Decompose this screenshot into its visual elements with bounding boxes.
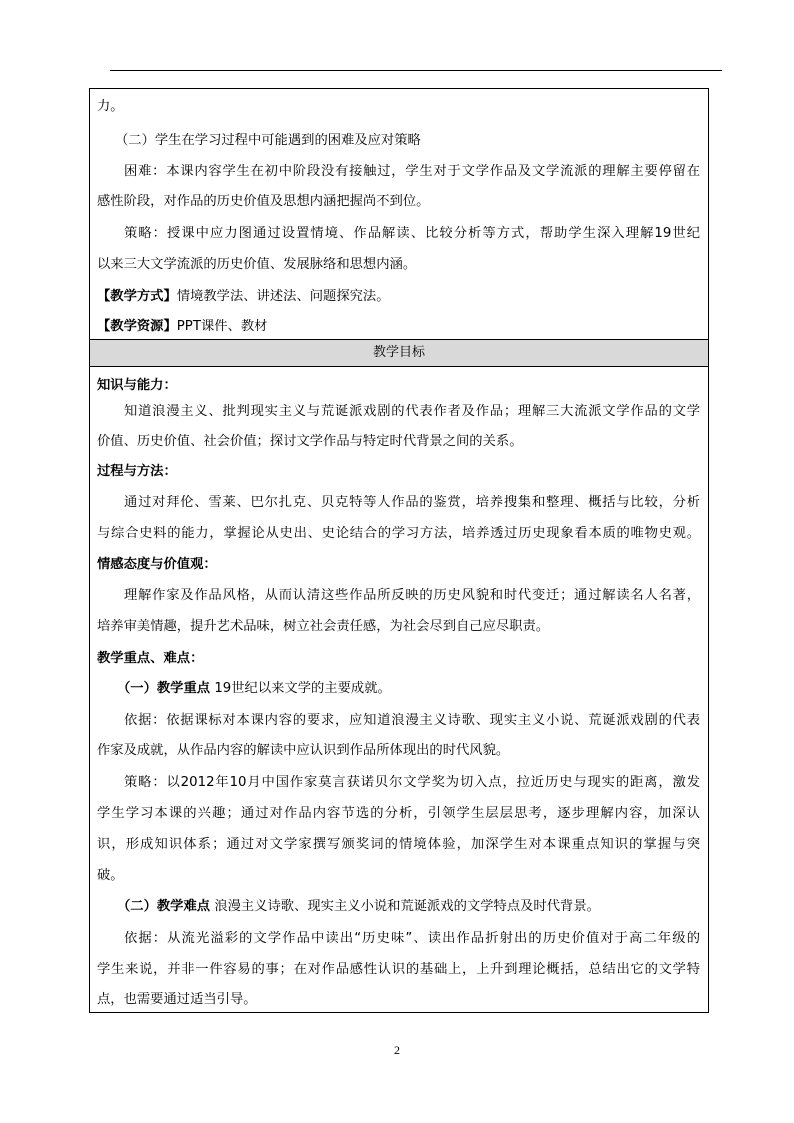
resource-value: PPT课件、教材	[176, 319, 268, 334]
emotion-text: 培养审美情趣，提升艺术品味，树立社会责任感，为社会尽到自己应尽职责。	[97, 619, 550, 634]
continuation-text: 力。	[97, 99, 124, 114]
teaching-method	[97, 285, 700, 304]
key-point-basis: 依据：依据课标对本课内容的要求，应知道浪漫主义诗歌、现实主义小说、荒诞派戏剧的代表	[124, 713, 700, 728]
analysis-cell	[90, 89, 708, 339]
process-heading: 过程与方法：	[97, 464, 177, 479]
difficulty-text: 感性阶段，对作品的历史价值及思想内涵把握尚不到位。	[97, 194, 430, 209]
page-number: 2	[394, 1043, 400, 1057]
difficult-point-label: （二）教学难点	[117, 899, 211, 914]
strategy-text: 以来三大文学流派的历史价值、发展脉络和思想内涵。	[97, 257, 417, 272]
key-point	[117, 677, 700, 696]
difficulty-text: 困难：本课内容学生在初中阶段没有接触过，学生对于文学作品及文学流派的理解主要停留在	[124, 164, 700, 179]
process-text: 与综合史料的能力，掌握论从史出、史论结合的学习方法，培养透过历史现象看本质的唯物史观。	[97, 526, 700, 541]
knowledge-text: 知道浪漫主义、批判现实主义与荒诞派戏剧的代表作者及作品；理解三大流派文学作品的文学	[124, 404, 700, 419]
teaching-resources	[97, 315, 700, 334]
lesson-plan-table	[89, 88, 709, 1013]
key-point-strategy: 学生学习本课的兴趣；通过对作品内容节选的分析，引领学生层层思考，逐步理解内容，加深认	[97, 806, 700, 821]
emotion-text: 理解作家及作品风格，从而认清这些作品所反映的历史风貌和时代变迁；通过解读名人名著，	[124, 588, 700, 603]
emotion-heading: 情感态度与价值观：	[97, 557, 217, 572]
difficult-point-basis: 依据：从流光溢彩的文学作品中读出“历史味”、读出作品折射出的历史价值对于高二年级的	[124, 931, 700, 946]
header-rule	[110, 70, 722, 71]
key-point-strategy: 识，形成知识体系；通过对文学家撰写颁奖词的情境体验，加深学生对本课重点知识的掌握与突	[97, 837, 700, 852]
goals-header-band: 教学目标	[90, 339, 708, 367]
difficulty-heading: （二）学生在学习过程中可能遇到的困难及应对策略	[115, 133, 421, 148]
difficult-point-basis: 点，也需要通过适当引导。	[97, 992, 257, 1007]
method-value: 情境教学法、讲述法、问题探究法。	[176, 289, 390, 304]
key-point-strategy: 破。	[97, 868, 124, 883]
knowledge-heading: 知识与能力：	[97, 378, 177, 393]
method-label: 【教学方式】	[97, 289, 177, 304]
key-point-strategy: 策略：以2012年10月中国作家莫言获诺贝尔文学奖为切入点，拉近历史与现实的距离，激发	[124, 775, 700, 790]
strategy-text: 策略：授课中应力图通过设置情境、作品解读、比较分析等方式，帮助学生深入理解19世纪	[124, 226, 700, 241]
knowledge-text: 价值、历史价值、社会价值；探讨文学作品与特定时代背景之间的关系。	[97, 434, 523, 449]
key-point-basis: 作家及成就，从作品内容的解读中应认识到作品所体现出的时代风貌。	[97, 743, 510, 758]
resource-label: 【教学资源】	[97, 319, 177, 334]
process-text: 通过对拜伦、雪莱、巴尔扎克、贝克特等人作品的鉴赏，培养搜集和整理、概括与比较，分析	[124, 495, 700, 510]
difficult-point-basis: 学生来说，并非一件容易的事；在对作品感性认识的基础上，上升到理论概括，总结出它的文学特	[97, 962, 700, 977]
difficult-point-value: 浪漫主义诗歌、现实主义小说和荒诞派戏的文学特点及时代背景。	[214, 899, 600, 914]
difficult-point	[117, 895, 700, 914]
key-point-value: 19世纪以来文学的主要成就。	[214, 681, 391, 696]
key-difficulty-heading: 教学重点、难点：	[97, 651, 204, 666]
key-point-label: （一）教学重点	[117, 681, 211, 696]
